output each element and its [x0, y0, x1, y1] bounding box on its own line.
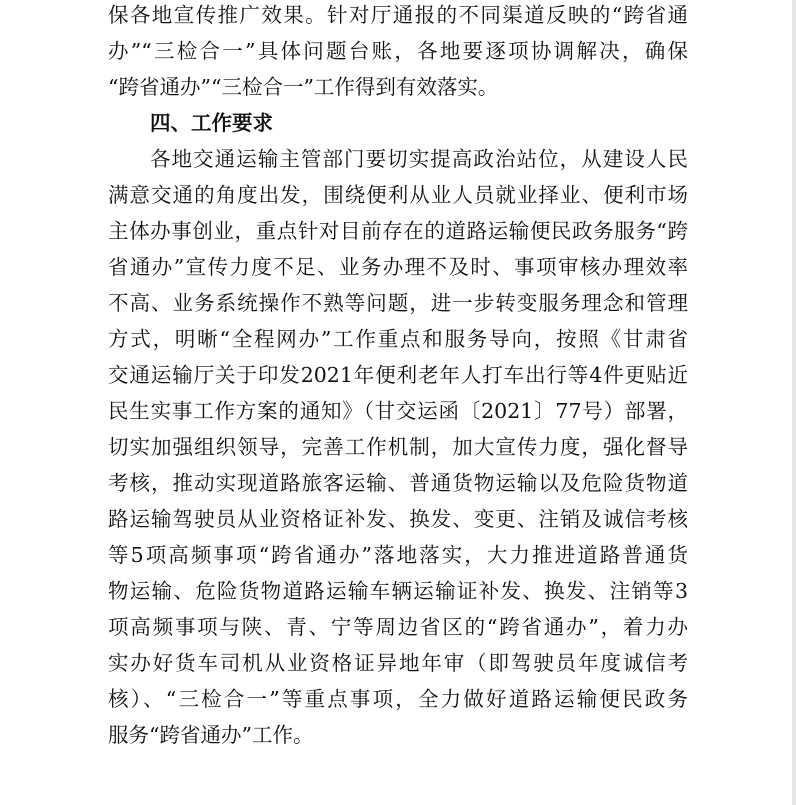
body-line-5: 不高、业务系统操作不熟等问题，进一步转变服务理念和管理 [108, 291, 688, 315]
body-line-8: 民生实事工作方案的通知》（甘交运函〔2021〕77号）部署， [108, 399, 688, 423]
intro-line-2: 办”“三检合一”具体问题台账，各地要逐项协调解决，确保 [108, 39, 688, 63]
body-line-9: 切实加强组织领导，完善工作机制，加大宣传力度，强化督导 [108, 435, 688, 459]
body-line-6: 方式，明晰“全程网办”工作重点和服务导向，按照《甘肃省 [108, 327, 688, 351]
body-line-1: 各地交通运输主管部门要切实提高政治站位，从建设人民 [150, 147, 688, 171]
intro-line-1: 保各地宣传推广效果。针对厅通报的不同渠道反映的“跨省通 [108, 3, 688, 27]
body-line-16: 核）、“三检合一”等重点事项，全力做好道路运输便民政务 [108, 687, 688, 711]
body-line-15: 实办好货车司机从业资格证异地年审（即驾驶员年度诚信考 [108, 651, 688, 675]
body-line-2: 满意交通的角度出发，围绕便利从业人员就业择业、便利市场 [108, 183, 688, 207]
body-line-4: 省通办”宣传力度不足、业务办理不及时、事项审核办理效率 [108, 255, 688, 279]
page-edge-divider [792, 0, 796, 805]
body-line-17: 服务“跨省通办”工作。 [108, 723, 314, 747]
body-line-3: 主体办事创业，重点针对目前存在的道路运输便民政务服务“跨 [108, 219, 688, 243]
body-line-14: 项高频事项与陕、青、宁等周边省区的“跨省通办”，着力办 [108, 615, 688, 639]
body-line-12: 等5项高频事项“跨省通办”落地落实，大力推进道路普通货 [108, 543, 688, 567]
body-line-13: 物运输、危险货物道路运输车辆运输证补发、换发、注销等3 [108, 579, 688, 603]
body-line-7: 交通运输厅关于印发2021年便利老年人打车出行等4件更贴近 [108, 363, 688, 387]
section-heading: 四、工作要求 [150, 111, 273, 135]
body-line-10: 考核，推动实现道路旅客运输、普通货物运输以及危险货物道 [108, 471, 688, 495]
body-line-11: 路运输驾驶员从业资格证补发、换发、变更、注销及诚信考核 [108, 507, 688, 531]
intro-line-3: “跨省通办”“三检合一”工作得到有效落实。 [108, 75, 499, 99]
